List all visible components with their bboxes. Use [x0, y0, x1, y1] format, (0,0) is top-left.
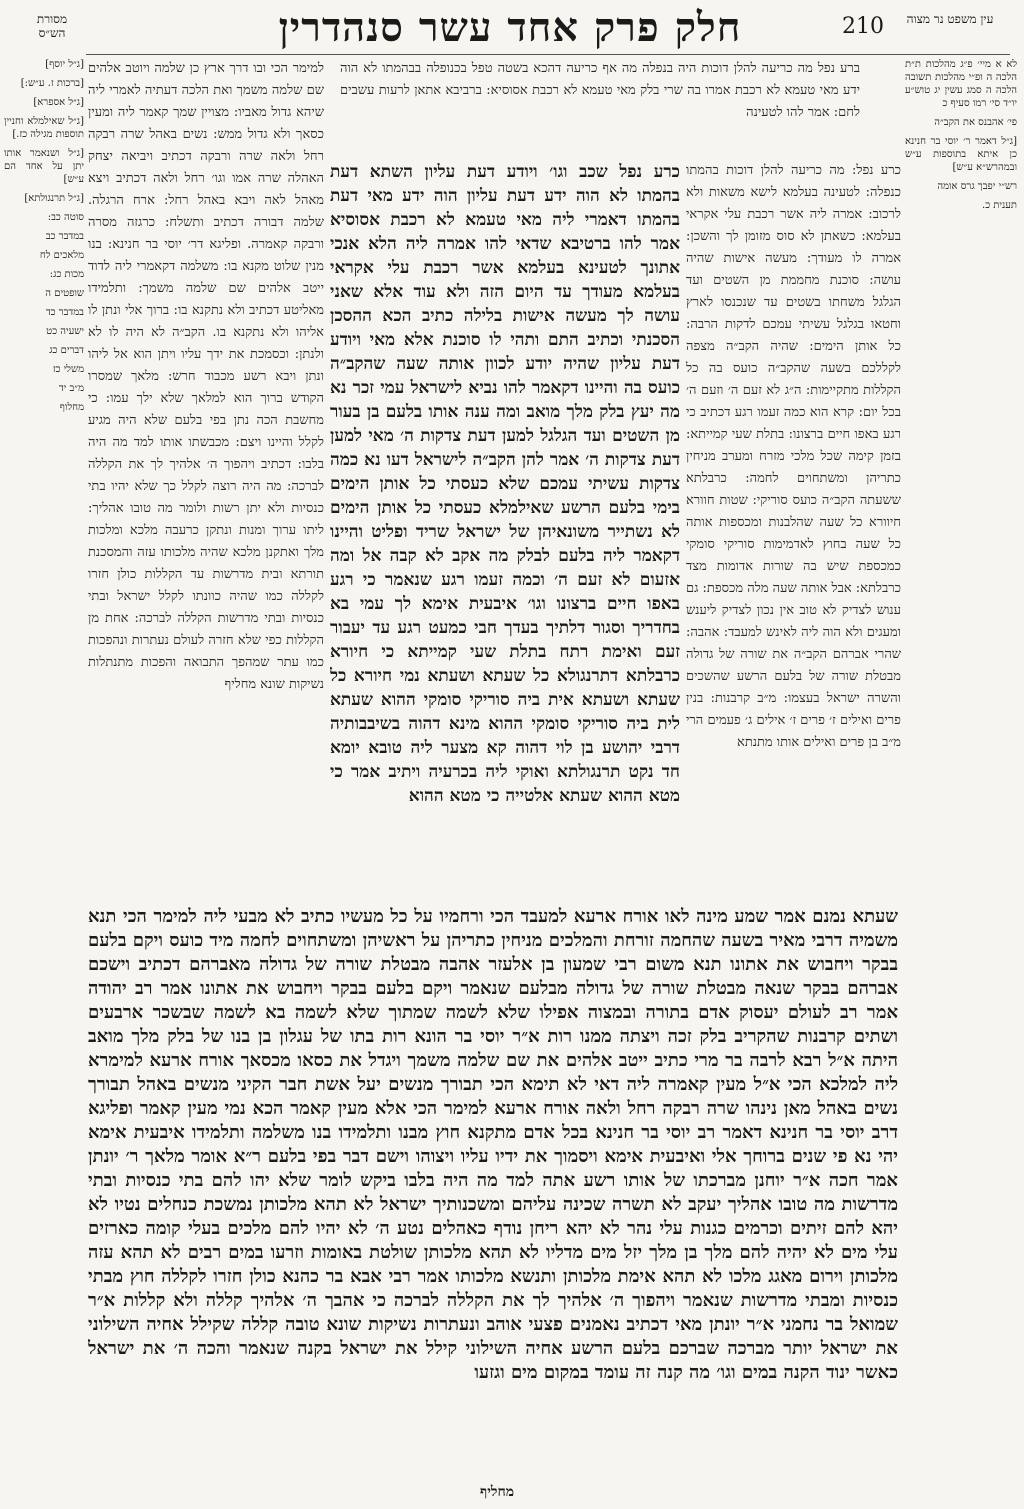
gemara-text: כרע נפל שכב וגו׳ ויודע דעת עליון השתא דעת בהמתו לא הוה ידע דעת עליון הוה ידע מאי דעת בהמתו דאמרי ליה מאי טעמא לא רכבת אסוסיא אמר להו ברטיבא שדאי להו אמרה ליה הלא אנכי אתונך לטעינא בעלמא אשר רכבת עלי אקראי בעלמא מעודך עד היום הזה ולא עוד אלא שאני עושה לך מעשה אישות בלילה כתיב הכא ההסכן הסכנתי וכתיב התם ותהי לו סוכנת אלא מאי ויודע דעת עליון שהיה יודע לכוון אותה שעה שהקב״ה כועס בה והיינו דקאמר להו נביא לישראל עמי זכר נא מה יעץ בלק מלך מואב ומה ענה אותו בלעם בן בעור מן השטים ועד הגלגל למען דעת צדקות ה׳ מאי למען דעת צדקות ה׳ אמר להן הקב״ה לישראל דעו נא כמה צדקות עשיתי עמכם שלא כעסתי כל אותן הימים בימי בלעם הרשע שאילמלא כעסתי כל אותן הימים לא נשתייר משונאיהן של ישראל שריד ופליט והיינו דקאמר ליה בלעם לבלק מה אקב לא קבה אל ומה אזעום לא זעם ה׳ וכמה זעמו רגע שנאמר כי רגע באפו חיים ברצונו וגו׳ איבעית אימא לך עמי בא בחדריך וסגור דלתיך בעדך חבי כמעט רגע עד יעבור זעם ואימת רתח בתלת שעי קמייתא כי חיורא כרבלתא דתרנגולא כל שעתא ושעתא נמי חיורא כל שעתא ושעתא אית ביה סוריקי סומקי ההוא שעתא לית ביה סוריקי סומקי ההוא מינא דהוה בשיבבותיה דרבי יהושע בן לוי דהוה קא מצער ליה טובא יומא חד נקט תרנגולתא ואוקי ליה בכרעיה ויתיב אמר כי מטא ההוא שעתא אלטייה כי מטא ההוא [330, 162, 680, 806]
left-margin-note: שופטים ה [45, 288, 84, 299]
left-margin-note: סוטה כב: [47, 212, 84, 223]
left-margin-note: מ״ב יד [58, 383, 84, 394]
left-margin-note: משלי כז [52, 364, 84, 375]
left-margin-note: מלאכים לח [39, 250, 84, 261]
gemara-bottom-block [88, 905, 898, 1483]
gemara-bottom-text: שעתא נמנם אמר שמע מינה לאו אורח ארעא למעבד הכי ורחמיו על כל מעשיו כתיב לא מבעי ליה למימר הכי תנא משמיה דרבי מאיר בשעה שהחמה זורחת והמלכים מניחין כתריהן על ראשיהן ומשתחוים לחמה מיד כועס ויקם בלעם בבקר ויחבוש את אתונו תנא משום רבי שמעון בן אלעזר אהבה מבטלת שורה של גדולה מאברהם דכתיב וישכם אברהם בבקר שנאה מבטלת שורה של גדולה מבלעם שנאמר ויקם בלעם בבקר ויחבוש את אתונו אמר רב יהודה אמר רב לעולם יעסוק אדם בתורה ובמצוה אפילו שלא לשמה שמתוך שלא לשמה בא לשמה שבשכר ארבעים ושתים קרבנות שהקריב בלק זכה ויצתה ממנו רות א״ר יוסי בר הונא רות בתו של עגלון בן בנו של בלק מלך מואב היתה א״ל רבא לרבה בר מרי כתיב ייטב אלהים את שם שלמה משמך ויגדל את כסאו מכסאך אורח ארעא למימרא ליה למלכא הכי א״ל מעין קאמרה ליה דאי לא תימא הכי תבורך מנשים יעל אשת חבר הקיני מנשים באהל תבורך נשים באהל מאן נינהו שרה רבקה רחל ולאה אורח ארעא למימר הכי אלא מעין קאמר הכא נמי מעין קאמר ופליגא דרב יוסי בר חנינא דאמר רב יוסי בר חנינא בכל אדם מתקנא חוץ מבנו ותלמידו בנו משלמה ותלמידו איבעית אימא יהי נא פי שנים ברוחך אלי ואיבעית אימא ויסמוך את ידיו עליו ויצוהו וישם דבר בפי בלעם ר״א אומר מלאך ר׳ יונתן אמר חכה א״ר יוחנן מברכתו של אותו רשע אתה למד מה היה בלבו ביקש לומר שלא יהו להם בתי כנסיות ובתי מדרשות מה טובו אהליך יעקב לא תשרה שכינה עליהם ומשכנותיך ישראל לא תהא מלכותן נמשכת כנחלים נטיו לא יהא להם זיתים וכרמים כגנות עלי נהר לא יהא ריחן נודף כאהלים נטע ה׳ לא יהיו להם מלכים בעלי קומה כארזים עלי מים לא יהיה להם מלך בן מלך יזל מים מדליו לא תהא מלכותן שולטת באומות וזרעו במים רבים לא תהא עזה מלכותן וירום מאגג מלכו לא תהא אימת מלכותן ותנשא מלכותו אמר רבי אבא בר כהנא כולן חזרו לקללה חוץ מבתי כנסיות ומבתי מדרשות שנאמר ויהפוך ה׳ אלהיך לך את הקללה לברכה כי אהבך ה׳ אלהיך קללה ולא קללות א״ר שמואל בר נחמני א״ר יונתן מאי דכתיב נאמנים פצעי אוהב ונעתרות נשיקות שונא טובה קללה שקילל אחיה השילוני את ישראל יותר מברכה שברכם בלעם הרשע אחיה השילוני קילל את ישראל בקנה שנאמר והכה ה׳ את ישראל כאשר ינוד הקנה במים וגו׳ מה קנה זה עומד במקום מים וגזעו [88, 906, 898, 1383]
right-margin-note: תענית כ. [982, 200, 1017, 211]
rashi-column [686, 160, 901, 900]
left-margin-note: במדבר כב [45, 231, 84, 242]
ein-mishpat-notes [905, 58, 1017, 1478]
left-margin-note: [ג״ל יוסף] [45, 59, 84, 70]
left-margin-note: במדבר כד [45, 307, 84, 318]
left-margin-note: מחלוף [59, 402, 84, 413]
tosafot-text: למימר הכי ובו דרך ארץ כן שלמה ויוטב אלהים שם שלמה משמך ואת הלכה דעתיה לאמרי ליה שיהא גדול מאביו: מצויין שמך קאמר ליה ומעין כסאך ולא גדול ממש: נשים באהל שרה רבקה רחל ולאה שרה ורבקה דכתיב ויביאה יצחק האהלה שרה אמו וגו׳ רחל ולאה דכתיב ויצא מאהל לאה ויבא באהל רחל: ארח הרגלה. שלמה דבורה דכתיב ותשלח: כרגזה מסרה ורבקה קאמרה. ופליגא דר׳ יוסי בר חנינא: בנו מנין שלוט מקנא בו: משלמה דקאמרי ליה לדוד ייטב אלהים שם שלמה משמך: ותלמידו מאליטע דכתיב ולא נתקנא בו: ברוך אלי ונתן לו אליהו ולא נתקנא בו. הקב״ה לא היה לו לא ולנתן: וכסמכת את ידך עליו ויתן הוא אל ליהו ונתן ויבא רשע מכבוד חרש: מלאך שמסרו הקודש ברוך הוא למלאך שלא ילך עמו: כי מחשבת הכה נתן בפי בלעם שלא היה מגיע לקלל והיינו ויצם: מכבשתו אותו למד מה היה בלבו: דכתיב ויהפוך ה׳ אלהיך לך את הקללה לברכה: מה היה רוצה לקלל כך שלא יהיו בתי כנסיות ולא יתן רשות ולומר מה טובו אהליך: ליתו ערוך ומנות ונתקן כרעבה מלכא ומלכות מלך ואתקנן מלכא שהיה מלכותו עזה והמסכנת תורתא ובית מדרשות עד הקללות כולן חזרו לקללה כמו שהיה כוונתו לקלל ישראל ובתי כנסיות ובתי מדרשות הקללה לברכה: אחת מן הקללות כפי שלא חזרה לעולם נעתרות ונהפכות כמו עתר שמהפך התבואה והפכות מתנתלות נשיקות שונא מחליף [88, 61, 324, 692]
left-margin-note: [ג״ל ושנאמר אותו יתן על אחד הם ע״ש] [4, 148, 84, 185]
tosafot-column [88, 58, 324, 898]
left-margin-note: [ג״ל אספרא] [33, 97, 84, 108]
right-margin-note: רש״י יפבך גרס אומה [937, 181, 1017, 192]
gemara-main-column [330, 160, 680, 900]
left-margin-note: [ג״ל שאילמלא וחניין תוספות מגילה כז.] [4, 116, 84, 140]
page-number: 210 [842, 14, 884, 39]
page-title: חלק פרק אחד עשר סנהדרין [278, 4, 742, 51]
left-margin-note: [ברכות ז. ע״ש:] [20, 78, 84, 89]
rashi-text: כרע נפל: מה כריעה להלן דוכות בהמתו כנפלה: לטעינה בעלמא לישא משאות ולא לרכוב: אמרה ליה אשר רכבת עלי אקראי בעלמא: כשאתן לא סוס מזומן לך והשכן: אמרה לו מעודך: מעשה אישות שהיה עושה: סוכנת מחממת מן השטים ועד הגלגל משחתו בשטים עד שנכנסו לארץ וחטאו בגלגל עשיתי עמכם לדקות הרבה: כל אותן הימים: שהיה הקב״ה מצפה לקללכם בשעה שהקב״ה כועס בה כל הקללות מתקיימות: ה״ג לא זעם ה׳ וזעם ה׳ בכל יום: קרא הוא כמה זעמו רגע דכתיב כי רגע באפו חיים ברצונו: בתלת שעי קמייתא: בזמן קימה שכל מלכי מזרח ומערב מניחין כתריהן ומשתחוים לחמה: כרבלתא ששעתה הקב״ה כועס סוריקי: שטות חוורא חיוורא כל שעה שהלבנות ומכספות אותה כל שעה בחוץ לאדמימות סוריקי סומקי כמכספת שיש בה שורות אדומות מצד כרבלתא: אבל אותה שעה מלה מכספת: גם ענוש לצדיק לא טוב אין נכון לצדיק ליענש ומעגים ולא הוה ליה לאינש למעבד: אהבה: שהרי אברהם הקב״ה את שורה של גדולה מבטלת שורה של בלעם הרשע שהשכים והשרה ישראל בעצמו: מ״ב קרבנות: בנין פרים ואילים ז׳ פרים ז׳ אילים ג׳ פעמים הרי מ״ב בן פרים ואילים אותו מתנתא [686, 163, 901, 750]
left-margin-note: ישעיה כט [46, 326, 84, 337]
catchword: מחליף [480, 1484, 515, 1500]
header-divider [86, 54, 1010, 55]
right-margin-note: פי׳ אהבנס את הקב״ה [934, 117, 1017, 128]
left-margin-notes [4, 58, 84, 1478]
rashi-top-block [340, 58, 860, 158]
rashi-top-text: ברע נפל מה כריעה להלן דוכות היה בנפלה מה אף כריעה דהכא בשטה טפל בכנופלה בבהמתו לא הוה ידע מאי טעמא לא רכבת אמרו בה שרי בלק מאי טעמא לא רכבת אסוסיא: ברביבא אתאן לרעות עשבים לחם: אמר להו לטעינה [340, 61, 860, 120]
right-margin-note: לא א מיי׳ פ״ג מהלכות ת״ת הלכה ה ופ״י מהלכות תשובה הלכה ה סמג עשין יג טוש״ע יו״ד סי׳ רמו סעיף כ [905, 59, 1017, 109]
left-margin-note: [ג״ל תרנגולתא] [24, 193, 84, 204]
left-margin-note: מכות כג: [49, 269, 84, 280]
right-margin-header: עין משפט נר מצוה [906, 12, 994, 26]
left-margin-note: דברים כג [49, 345, 84, 356]
left-margin-header: מסורת הש״ס [36, 12, 68, 40]
right-margin-note: [ג״ל דאמר ר׳ יוסי בר חנינא כן איתא בתוספות ע״ש ובמהרש״א ע״ש] [905, 136, 1017, 173]
